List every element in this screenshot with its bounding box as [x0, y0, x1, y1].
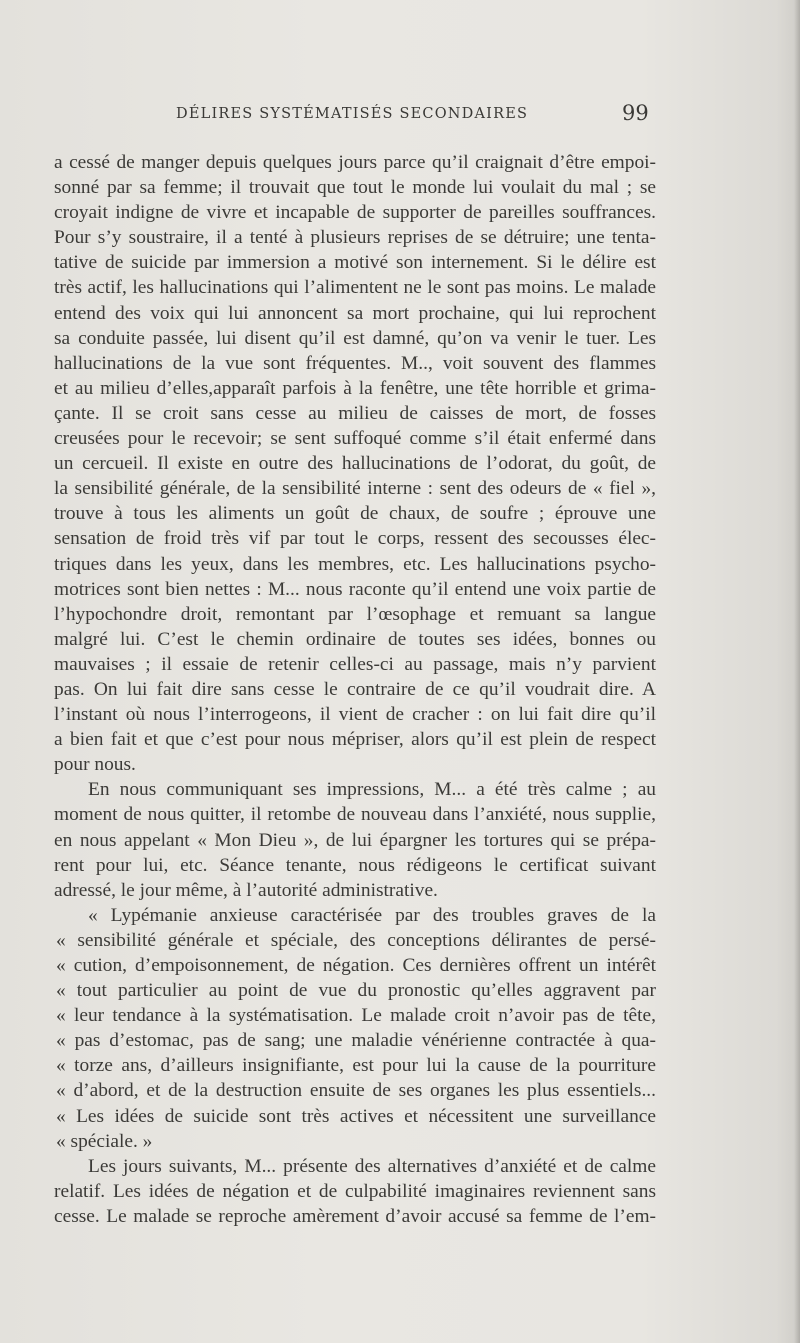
text-line: pas. On lui fait dire sans cesse le contraire de ce qu’il voudrait dire. A [54, 678, 656, 700]
text-line: pour nous. [54, 754, 136, 776]
text-line: rent pour lui, etc. Séance tenante, nous rédigeons le certificat suivant [54, 854, 656, 876]
text-line: la sensibilité générale, de la sensibilité interne : sent des odeurs de « fiel », [54, 478, 656, 500]
quote-line: « d’abord, et de la destruction ensuite de ses organes les plus essentiels... [56, 1080, 656, 1102]
text-line: et au milieu d’elles,apparaît parfois à la fenêtre, une tête horrible et grima- [54, 377, 656, 399]
text-line: très actif, les hallucinations qui l’alimentent ne le sont pas moins. Le malade [54, 277, 656, 299]
running-title: DÉLIRES SYSTÉMATISÉS SECONDAIRES [176, 106, 529, 122]
text-line: un cercueil. Il existe en outre des hallucinations de l’odorat, du goût, de [54, 453, 656, 475]
quote-line: « Les idées de suicide sont très actives et nécessitent une surveillance [56, 1105, 656, 1127]
quote-line: « leur tendance à la systématisation. Le malade croit n’avoir pas de tête, [56, 1005, 656, 1027]
page-edge-shadow [794, 0, 800, 1343]
text-line: a bien fait et que c’est pour nous mépriser, alors qu’il est plein de respect [54, 729, 656, 751]
quote-line: « cution, d’empoisonnement, de négation. Ces dernières offrent un intérêt [56, 955, 656, 976]
text-line: çante. Il se croit sans cesse au milieu de caisses de mort, de fosses [54, 402, 656, 424]
text-line: Pour s’y soustraire, il a tenté à plusieurs reprises de se détruire; une tenta- [54, 227, 656, 249]
text-line: croyait indigne de vivre et incapable de supporter de pareilles souffrances. [54, 202, 656, 224]
text-line: a cessé de manger depuis quelques jours parce qu’il craignait d’être empoi- [54, 152, 656, 173]
text-line: En nous communiquant ses impressions, M... a été très calme ; au [88, 779, 656, 801]
quote-line: « spéciale. » [56, 1130, 153, 1152]
body-text [54, 150, 656, 1229]
text-line: malgré lui. C’est le chemin ordinaire de toutes ses idées, bonnes ou [54, 628, 656, 650]
text-line: moment de nous quitter, il retombe de nouveau dans l’anxiété, nous supplie, [54, 804, 656, 826]
text-line: sa conduite passée, lui disent qu’il est damné, qu’on va venir le tuer. Les [54, 327, 656, 349]
text-line: sensation de froid très vif par tout le corps, ressent des secousses élec- [54, 528, 656, 550]
quote-line: « pas d’estomac, pas de sang; une maladie vénérienne contractée à qua- [56, 1030, 656, 1052]
text-line: l’hypochondre droit, remontant par l’œsophage et remuant sa langue [54, 603, 656, 625]
quote-line: « torze ans, d’ailleurs insignifiante, est pour lui la cause de la pourriture [56, 1055, 656, 1077]
quote-line: « tout particulier au point de vue du pronostic qu’elles aggravent par [56, 980, 656, 1002]
text-line: adressé, le jour même, à l’autorité administrative. [54, 879, 438, 901]
text-line: relatif. Les idées de négation et de culpabilité imaginaires reviennent sans [54, 1180, 656, 1202]
text-line: triques dans les yeux, dans les membres, etc. Les hallucinations psycho- [54, 553, 656, 575]
text-line: l’instant où nous l’interrogeons, il vient de cracher : on lui fait dire qu’il [54, 704, 656, 726]
page-number: 99 [622, 101, 649, 125]
text-line: creusées pour le recevoir; se sent suffoqué comme s’il était enfermé dans [54, 428, 656, 450]
text-line: Les jours suivants, M... présente des alternatives d’anxiété et de calme [88, 1155, 656, 1177]
text-line: mauvaises ; il essaie de retenir celles-ci au passage, mais n’y parvient [54, 653, 656, 675]
quote-line: « sensibilité générale et spéciale, des conceptions délirantes de persé- [56, 929, 656, 951]
text-line: motrices sont bien nettes : M... nous raconte qu’il entend une voix partie de [54, 578, 656, 600]
text-line: tative de suicide par immersion a motivé son internement. Si le délire est [54, 252, 656, 274]
text-line: sonné par sa femme; il trouvait que tout le monde lui voulait du mal ; se [54, 177, 656, 199]
text-line: hallucinations de la vue sont fréquentes. M.., voit souvent des flammes [54, 352, 656, 374]
text-line: trouve à tous les aliments un goût de chaux, de soufre ; éprouve une [54, 503, 656, 525]
text-line: en nous appelant « Mon Dieu », de lui épargner les tortures qui se prépa- [54, 829, 656, 851]
text-line: cesse. Le malade se reproche amèrement d’avoir accusé sa femme de l’em- [54, 1205, 656, 1227]
text-line: entend des voix qui lui annoncent sa mort prochaine, qui lui reprochent [54, 302, 656, 324]
quote-line: « Lypémanie anxieuse caractérisée par des troubles graves de la [88, 904, 656, 926]
